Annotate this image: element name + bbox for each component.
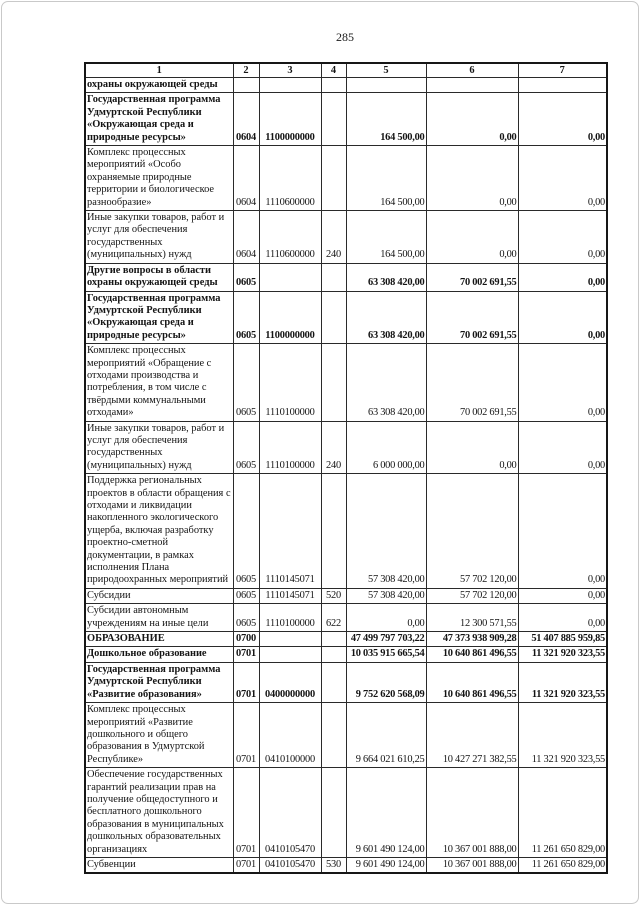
cell-name: Государственная программа Удмуртской Республики «Развитие образования» <box>85 662 233 702</box>
cell-amount-col7: 11 321 920 323,55 <box>518 703 607 768</box>
cell-section-code <box>233 78 259 93</box>
cell-target-article-code <box>259 263 321 291</box>
cell-section-code: 0605 <box>233 588 259 603</box>
cell-amount-col5: 57 308 420,00 <box>346 588 426 603</box>
cell-amount-col6: 10 640 861 496,55 <box>426 647 518 662</box>
table-row <box>85 291 607 344</box>
cell-amount-col7 <box>518 78 607 93</box>
cell-target-article-code: 1100000000 <box>259 291 321 344</box>
cell-name: Комплекс процессных мероприятий «Особо охраняемые природные территории и биологическое разнообразие» <box>85 146 233 211</box>
cell-target-article-code: 1110100000 <box>259 344 321 421</box>
cell-amount-col6: 0,00 <box>426 211 518 264</box>
cell-section-code: 0604 <box>233 211 259 264</box>
cell-amount-col7: 51 407 885 959,85 <box>518 632 607 647</box>
cell-target-article-code: 1110100000 <box>259 421 321 474</box>
cell-expense-type-code <box>321 93 346 146</box>
table-row <box>85 588 607 603</box>
cell-amount-col5: 164 500,00 <box>346 211 426 264</box>
table-row <box>85 211 607 264</box>
cell-target-article-code: 1110145071 <box>259 474 321 589</box>
cell-target-article-code: 1110100000 <box>259 604 321 632</box>
table-header-cell: 2 <box>233 63 259 78</box>
table-row <box>85 703 607 768</box>
cell-name: Субсидии автономным учреждениям на иные цели <box>85 604 233 632</box>
cell-section-code: 0605 <box>233 291 259 344</box>
cell-section-code: 0605 <box>233 263 259 291</box>
table-row <box>85 662 607 702</box>
table-row <box>85 146 607 211</box>
cell-amount-col7: 0,00 <box>518 291 607 344</box>
cell-name: Комплекс процессных мероприятий «Обращение с отходами производства и потребления, в том числе с твёрдыми коммунальными отходами» <box>85 344 233 421</box>
table-header-cell: 6 <box>426 63 518 78</box>
cell-amount-col7: 11 261 650 829,00 <box>518 857 607 873</box>
table-row <box>85 604 607 632</box>
cell-target-article-code: 0410105470 <box>259 768 321 858</box>
cell-amount-col6: 10 367 001 888,00 <box>426 857 518 873</box>
cell-amount-col6: 0,00 <box>426 421 518 474</box>
cell-target-article-code <box>259 632 321 647</box>
cell-amount-col6: 10 367 001 888,00 <box>426 768 518 858</box>
cell-target-article-code: 0410105470 <box>259 857 321 873</box>
cell-amount-col5: 9 664 021 610,25 <box>346 703 426 768</box>
table-header-cell: 7 <box>518 63 607 78</box>
table-body <box>85 78 607 874</box>
cell-expense-type-code: 530 <box>321 857 346 873</box>
budget-table <box>84 62 608 874</box>
cell-name: Государственная программа Удмуртской Республики «Окружающая среда и природные ресурсы» <box>85 93 233 146</box>
cell-name: Субвенции <box>85 857 233 873</box>
cell-expense-type-code <box>321 78 346 93</box>
cell-amount-col5 <box>346 78 426 93</box>
cell-amount-col7: 0,00 <box>518 421 607 474</box>
cell-amount-col5: 164 500,00 <box>346 93 426 146</box>
cell-name: Государственная программа Удмуртской Республики «Окружающая среда и природные ресурсы» <box>85 291 233 344</box>
cell-target-article-code: 0410100000 <box>259 703 321 768</box>
cell-expense-type-code <box>321 647 346 662</box>
table-header-row <box>85 63 607 78</box>
cell-amount-col6: 10 640 861 496,55 <box>426 662 518 702</box>
cell-amount-col6: 10 427 271 382,55 <box>426 703 518 768</box>
cell-amount-col6: 57 702 120,00 <box>426 588 518 603</box>
cell-amount-col6: 57 702 120,00 <box>426 474 518 589</box>
cell-expense-type-code <box>321 344 346 421</box>
cell-amount-col5: 47 499 797 703,22 <box>346 632 426 647</box>
cell-target-article-code: 1100000000 <box>259 93 321 146</box>
cell-section-code: 0701 <box>233 857 259 873</box>
table-header-cell: 5 <box>346 63 426 78</box>
cell-name: Поддержка региональных проектов в области обращения с отходами и ликвидации накопленного экологического ущерба, включая разработку проектно-сметной документации, в рамках исполнения Плана природоохранных мероприятий <box>85 474 233 589</box>
cell-amount-col5: 63 308 420,00 <box>346 291 426 344</box>
cell-amount-col5: 9 601 490 124,00 <box>346 857 426 873</box>
cell-amount-col7: 0,00 <box>518 263 607 291</box>
cell-amount-col6: 0,00 <box>426 93 518 146</box>
cell-expense-type-code <box>321 703 346 768</box>
cell-name: Дошкольное образование <box>85 647 233 662</box>
cell-section-code: 0701 <box>233 768 259 858</box>
cell-expense-type-code <box>321 291 346 344</box>
cell-amount-col7: 11 321 920 323,55 <box>518 647 607 662</box>
cell-amount-col5: 0,00 <box>346 604 426 632</box>
cell-amount-col5: 63 308 420,00 <box>346 263 426 291</box>
table-row <box>85 632 607 647</box>
table-header-cell: 1 <box>85 63 233 78</box>
cell-section-code: 0605 <box>233 421 259 474</box>
cell-target-article-code: 0400000000 <box>259 662 321 702</box>
cell-amount-col6: 70 002 691,55 <box>426 263 518 291</box>
cell-amount-col6: 0,00 <box>426 146 518 211</box>
cell-target-article-code: 1110600000 <box>259 211 321 264</box>
cell-target-article-code <box>259 78 321 93</box>
cell-amount-col5: 57 308 420,00 <box>346 474 426 589</box>
cell-amount-col7: 11 321 920 323,55 <box>518 662 607 702</box>
cell-amount-col5: 10 035 915 665,54 <box>346 647 426 662</box>
cell-expense-type-code: 240 <box>321 211 346 264</box>
cell-amount-col5: 9 752 620 568,09 <box>346 662 426 702</box>
table-row <box>85 474 607 589</box>
table-header-cell: 3 <box>259 63 321 78</box>
cell-amount-col7: 0,00 <box>518 211 607 264</box>
cell-amount-col7: 11 261 650 829,00 <box>518 768 607 858</box>
cell-name: Обеспечение государственных гарантий реализации прав на получение общедоступного и бесплатного дошкольного образования в муниципальных дошкольных образовательных организациях <box>85 768 233 858</box>
cell-section-code: 0701 <box>233 662 259 702</box>
cell-expense-type-code: 240 <box>321 421 346 474</box>
cell-expense-type-code <box>321 768 346 858</box>
table-row <box>85 93 607 146</box>
cell-section-code: 0605 <box>233 344 259 421</box>
cell-amount-col7: 0,00 <box>518 93 607 146</box>
cell-section-code: 0700 <box>233 632 259 647</box>
cell-amount-col7: 0,00 <box>518 604 607 632</box>
table-row <box>85 421 607 474</box>
cell-target-article-code: 1110145071 <box>259 588 321 603</box>
cell-amount-col7: 0,00 <box>518 344 607 421</box>
cell-expense-type-code <box>321 474 346 589</box>
cell-amount-col7: 0,00 <box>518 146 607 211</box>
table-row <box>85 344 607 421</box>
cell-expense-type-code <box>321 263 346 291</box>
cell-expense-type-code <box>321 662 346 702</box>
cell-name: Комплекс процессных мероприятий «Развитие дошкольного и общего образования в Удмуртской Республике» <box>85 703 233 768</box>
cell-amount-col5: 63 308 420,00 <box>346 344 426 421</box>
cell-name: Иные закупки товаров, работ и услуг для обеспечения государственных (муниципальных) нужд <box>85 421 233 474</box>
table-row <box>85 78 607 93</box>
cell-amount-col6: 70 002 691,55 <box>426 344 518 421</box>
table-row <box>85 263 607 291</box>
cell-name: Иные закупки товаров, работ и услуг для обеспечения государственных (муниципальных) нужд <box>85 211 233 264</box>
page-number: 285 <box>336 30 354 44</box>
cell-amount-col7: 0,00 <box>518 588 607 603</box>
cell-expense-type-code <box>321 632 346 647</box>
cell-target-article-code <box>259 647 321 662</box>
cell-amount-col6: 12 300 571,55 <box>426 604 518 632</box>
table-row <box>85 768 607 858</box>
cell-name: ОБРАЗОВАНИЕ <box>85 632 233 647</box>
cell-amount-col6: 70 002 691,55 <box>426 291 518 344</box>
cell-section-code: 0701 <box>233 703 259 768</box>
cell-section-code: 0605 <box>233 604 259 632</box>
cell-name: Другие вопросы в области охраны окружающей среды <box>85 263 233 291</box>
cell-amount-col6 <box>426 78 518 93</box>
cell-target-article-code: 1110600000 <box>259 146 321 211</box>
cell-section-code: 0604 <box>233 146 259 211</box>
cell-amount-col5: 9 601 490 124,00 <box>346 768 426 858</box>
table-row <box>85 857 607 873</box>
cell-section-code: 0604 <box>233 93 259 146</box>
cell-expense-type-code <box>321 146 346 211</box>
table-header-cell: 4 <box>321 63 346 78</box>
cell-amount-col5: 164 500,00 <box>346 146 426 211</box>
cell-section-code: 0605 <box>233 474 259 589</box>
table-row <box>85 647 607 662</box>
cell-expense-type-code: 622 <box>321 604 346 632</box>
cell-section-code: 0701 <box>233 647 259 662</box>
cell-name: Субсидии <box>85 588 233 603</box>
cell-amount-col6: 47 373 938 909,28 <box>426 632 518 647</box>
cell-amount-col5: 6 000 000,00 <box>346 421 426 474</box>
cell-expense-type-code: 520 <box>321 588 346 603</box>
cell-amount-col7: 0,00 <box>518 474 607 589</box>
cell-name: охраны окружающей среды <box>85 78 233 93</box>
